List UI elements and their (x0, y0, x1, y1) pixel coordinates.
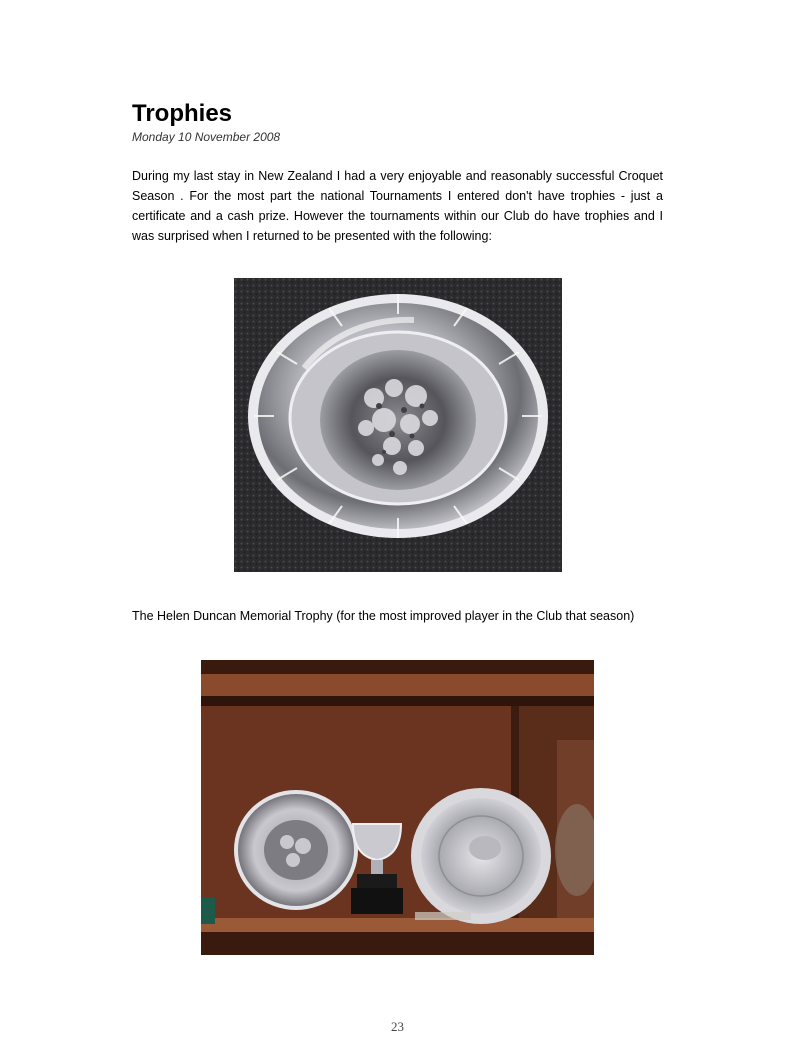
intro-paragraph: During my last stay in New Zealand I had a very enjoyable and reasonably successful Croquet Season . For the most part the national Tournaments I entered don't have trophies - just a certificate and a cash prize. However the tournaments within our Club do have trophies and I was surprised when I returned to be presented with the following: (132, 169, 663, 243)
post-date: Monday 10 November 2008 (132, 130, 281, 144)
silver-bowl-photo (234, 278, 562, 572)
page-number: 23 (391, 1019, 404, 1034)
trophy-shelf-photo (201, 660, 594, 955)
post-title: Trophies (132, 100, 233, 127)
trophy-caption: The Helen Duncan Memorial Trophy (for the most improved player in the Club that season) (132, 609, 635, 623)
